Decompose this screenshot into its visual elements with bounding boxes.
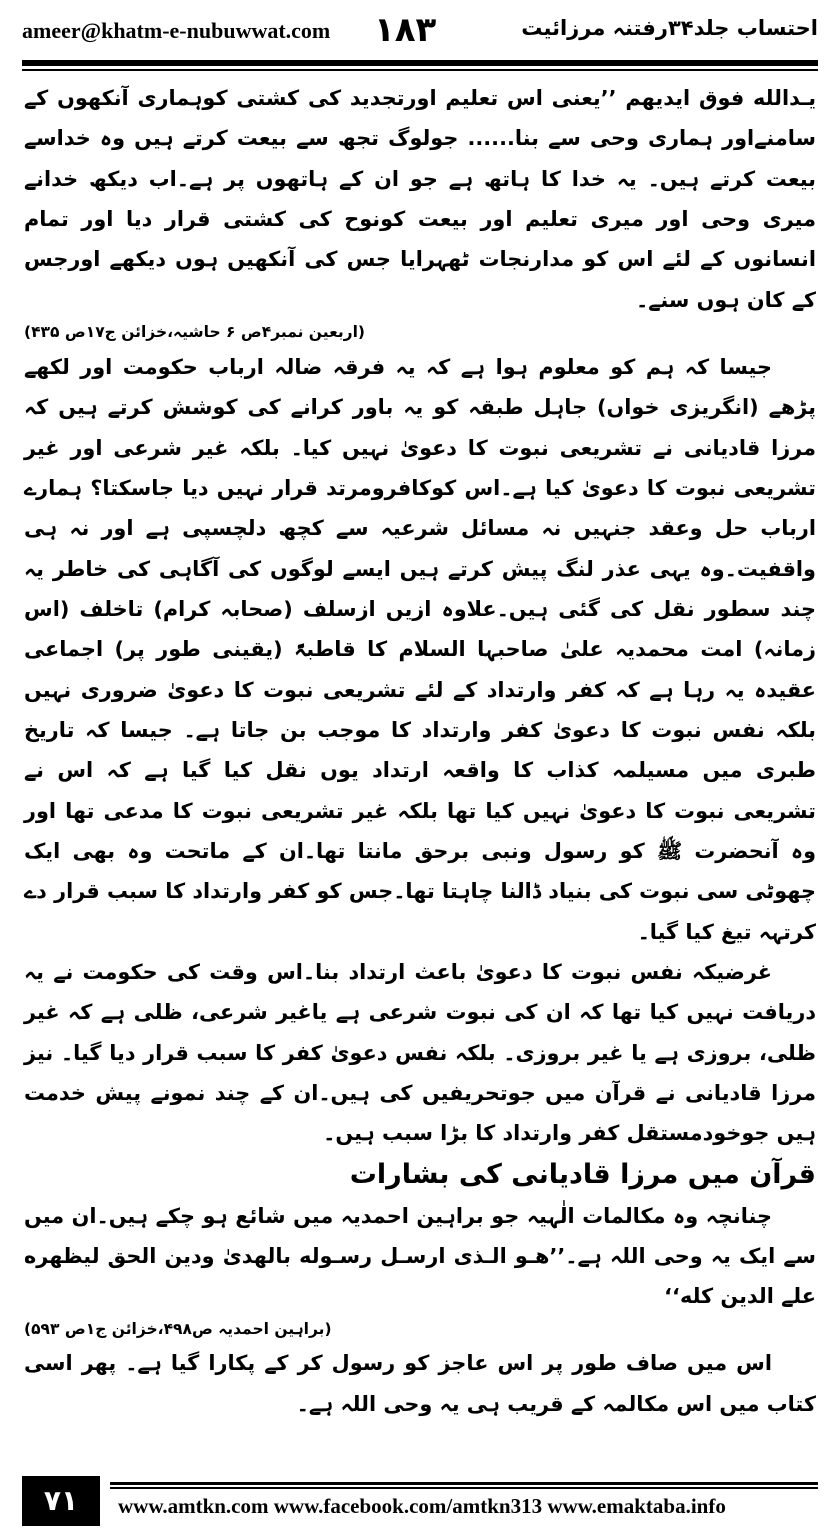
paragraph-1: [24, 78, 816, 320]
quote-close: ‘‘: [664, 1284, 680, 1309]
page-header: [22, 10, 818, 58]
page-body: [24, 78, 816, 1464]
paragraph-1-text: ’’یعنی اس تعلیم اورتجدید کی کشتی کوہماری آنکھوں کے سامنےاور ہماری وحی سے بنا...... جولوگ تجھ سے بیعت کرتے ہیں وہ خداسے بیعت کرتے ہیں۔ یہ خدا کا ہاتھ ہے جو ان کے ہاتھوں پر ہے۔اب دیکھ خدانے میری وحی اور میری تعلیم اور بیعت کونوح کی کشتی قرار دیا اور تمام انسانوں کے لئے اس کو مدارنجات ٹھہرایا جس کی آنکھیں ہوں دیکھے اورجس کے کان ہوں سنے۔: [24, 86, 816, 312]
citation-2: (براہین احمدیہ ص۴۹۸،خزائن ج۱ص ۵۹۳): [24, 1319, 332, 1338]
header-title: احتساب جلد۳۴رفتنہ مرزائیت: [521, 16, 818, 40]
section-heading: قرآن میں مرزا قادیانی کی بشارات: [349, 1158, 816, 1190]
header-email: ameer@khatm-e-nubuwwat.com: [22, 18, 331, 43]
paragraph-4-text: چنانچہ وہ مکالمات الٰہیہ جو براہین احمدیہ میں شائع ہو چکے ہیں۔ان میں سے ایک یہ وحی اللہ ہے۔’’: [24, 1203, 816, 1268]
citation-1: (اربعین نمبر۴ص ۶ حاشیہ،خزائن ج۱۷ص ۴۳۵): [24, 323, 365, 342]
page-footer: [22, 1476, 818, 1528]
footer-rule-thin: [110, 1487, 818, 1489]
page-number: ۱۸۳: [374, 10, 437, 50]
paragraph-5: اس میں صاف طور پر اس عاجز کو رسول کر کے پکارا گیا ہے۔ پھر اسی کتاب میں اس مکالمہ کے قریب ہی یہ وحی اللہ ہے۔: [24, 1351, 816, 1416]
header-rule-thin: [22, 69, 818, 71]
arabic-verse-2: هـو الـذی ارسـل رسـوله بالهدیٰ ودین الحق لیظهره علے الدین كله: [24, 1243, 816, 1309]
paragraph-2: جیسا کہ ہم کو معلوم ہوا ہے کہ یہ فرقہ ضالہ ارباب حکومت اور لکھے پڑھے (انگریزی خواں) جاہل طبقہ کو یہ باور کرانے کی کوشش کرتے ہیں کہ مرزا قادیانی نے تشریعی نبوت کا دعویٰ نہیں کیا۔ بلکہ غیر شرعی اور غیر تشریعی نبوت کا دعویٰ کیا ہے۔اس کوکافرومرتد قرار نہیں دیا جاسکتا؟ ہمارے ارباب حل وعقد جنہیں نہ مسائل شرعیہ سے کچھ دلچسپی ہے اور نہ ہی واقفیت۔وہ یہی عذر لنگ پیش کرتے ہیں ایسے لوگوں کی آگاہی کی خاطر یہ چند سطور نقل کی گئی ہیں۔علاوہ ازیں ازسلف (صحابہ کرام) تاخلف (اس زمانہ) امت محمدیہ علیٰ صاحبہا السلام کا قاطبۃً (یقینی طور پر) اجماعی عقیدہ یہ رہا ہے کہ کفر وارتداد کے لئے تشریعی نبوت کا دعویٰ ضروری نہیں بلکہ نفس نبوت کا دعویٰ کفر وارتداد کا موجب بن جاتا ہے۔ جیسا کہ تاریخ طبری میں مسیلمہ کذاب کا واقعہ ارتداد یوں نقل کیا گیا ہے کہ اس نے تشریعی نبوت کا دعویٰ نہیں کیا تھا بلکہ غیر تشریعی نبوت کا مدعی تھا اور وہ آنحضرت ﷺ کو رسول ونبی برحق مانتا تھا۔ان کے ماتحت وہ بھی ایک چھوٹی سی نبوت کی بنیاد ڈالنا چاہتا تھا۔جس کو کفر وارتداد کا سبب قرار دے کرتہہ تیغ کیا گیا۔: [24, 354, 816, 944]
paragraph-3: غرضیکہ نفس نبوت کا دعویٰ باعث ارتداد بنا۔اس وقت کی حکومت نے یہ دریافت نہیں کیا تھا کہ ان کی نبوت شرعی ہے یاغیر شرعی، ظلی ہے کہ غیر ظلی، بروزی ہے یا غیر بروزی۔ بلکہ نفس دعویٰ کفر کا سبب قرار دیا گیا۔ نیز مرزا قادیانی نے قرآن میں جوتحریفیں کی ہیں۔ان کے چند نمونے پیش خدمت ہیں جوخودمستقل کفر وارتداد کا بڑا سبب ہیں۔: [24, 960, 816, 1146]
footer-rule: [110, 1482, 818, 1485]
arabic-verse-1: یـدالله فوق ایدیهم: [625, 86, 816, 110]
footer-links: www.amtkn.com www.facebook.com/amtkn313 www.emaktaba.info: [118, 1494, 726, 1518]
header-rule: [22, 60, 818, 66]
paragraph-4: [24, 1196, 816, 1317]
footer-number: ۷۱: [22, 1476, 100, 1526]
